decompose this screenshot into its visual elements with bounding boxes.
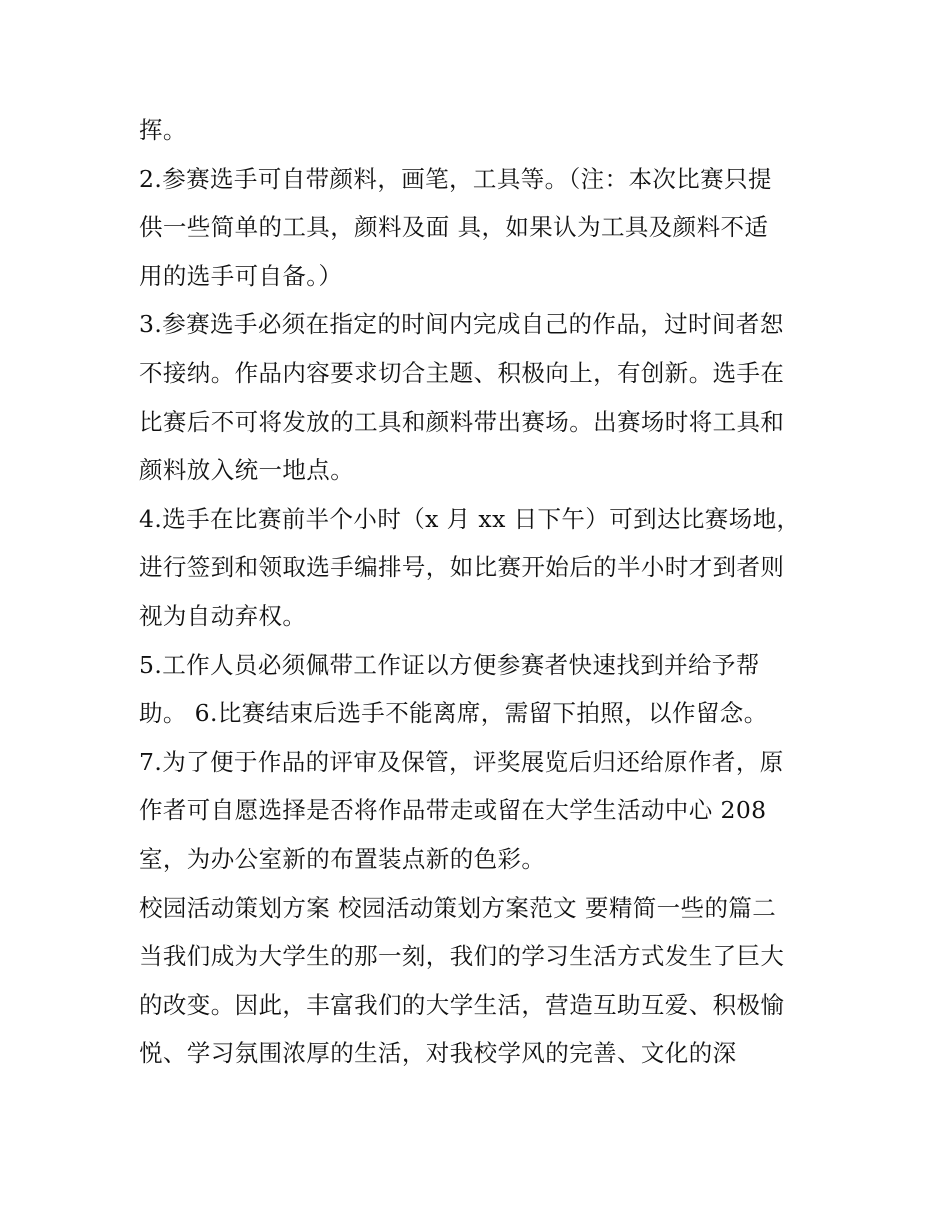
section-heading-line: 校园活动策划方案 校园活动策划方案范文 要精简一些的篇二 <box>139 893 777 922</box>
text-line: 挥。 <box>139 116 187 144</box>
text-line: 视为自动弃权。 <box>139 601 307 630</box>
text-line: 用的选手可自备。） <box>139 261 343 290</box>
text-line: 当我们成为大学生的那一刻，我们的学习生活方式发生了巨大 <box>139 942 785 971</box>
text-line: 3.参赛选手必须在指定的时间内完成自己的作品，过时间者恕 <box>139 310 784 339</box>
text-line: 4.选手在比赛前半个小时（x 月 xx 日下午）可到达比赛场地， <box>139 504 801 533</box>
text-line: 的改变。因此，丰富我们的大学生活，营造互助互爱、积极愉 <box>139 990 785 1019</box>
text-line: 7.为了便于作品的评审及保管，评奖展览后归还给原作者，原 <box>139 747 784 776</box>
text-line: 作者可自愿选择是否将作品带走或留在大学生活动中心 208 <box>139 796 767 825</box>
text-line: 助。 6.比赛结束后选手不能离席，需留下拍照，以作留念。 <box>139 699 768 728</box>
text-line: 室，为办公室新的布置装点新的色彩。 <box>139 844 546 873</box>
text-line: 颜料放入统一地点。 <box>139 456 355 485</box>
text-line: 比赛后不可将发放的工具和颜料带出赛场。出赛场时将工具和 <box>139 407 785 436</box>
text-line: 供一些简单的工具，颜料及面 具，如果认为工具及颜料不适 <box>139 213 769 242</box>
text-line: 2.参赛选手可自带颜料，画笔，工具等。（注：本次比赛只提 <box>139 164 772 193</box>
text-line: 5.工作人员必须佩带工作证以方便参赛者快速找到并给予帮 <box>139 650 760 679</box>
text-line: 悦、学习氛围浓厚的生活，对我校学风的完善、文化的深 <box>139 1039 737 1068</box>
text-line: 进行签到和领取选手编排号，如比赛开始后的半小时才到者则 <box>139 553 785 582</box>
text-line: 不接纳。作品内容要求切合主题、积极向上，有创新。选手在 <box>139 358 785 387</box>
document-body <box>139 106 829 1078</box>
